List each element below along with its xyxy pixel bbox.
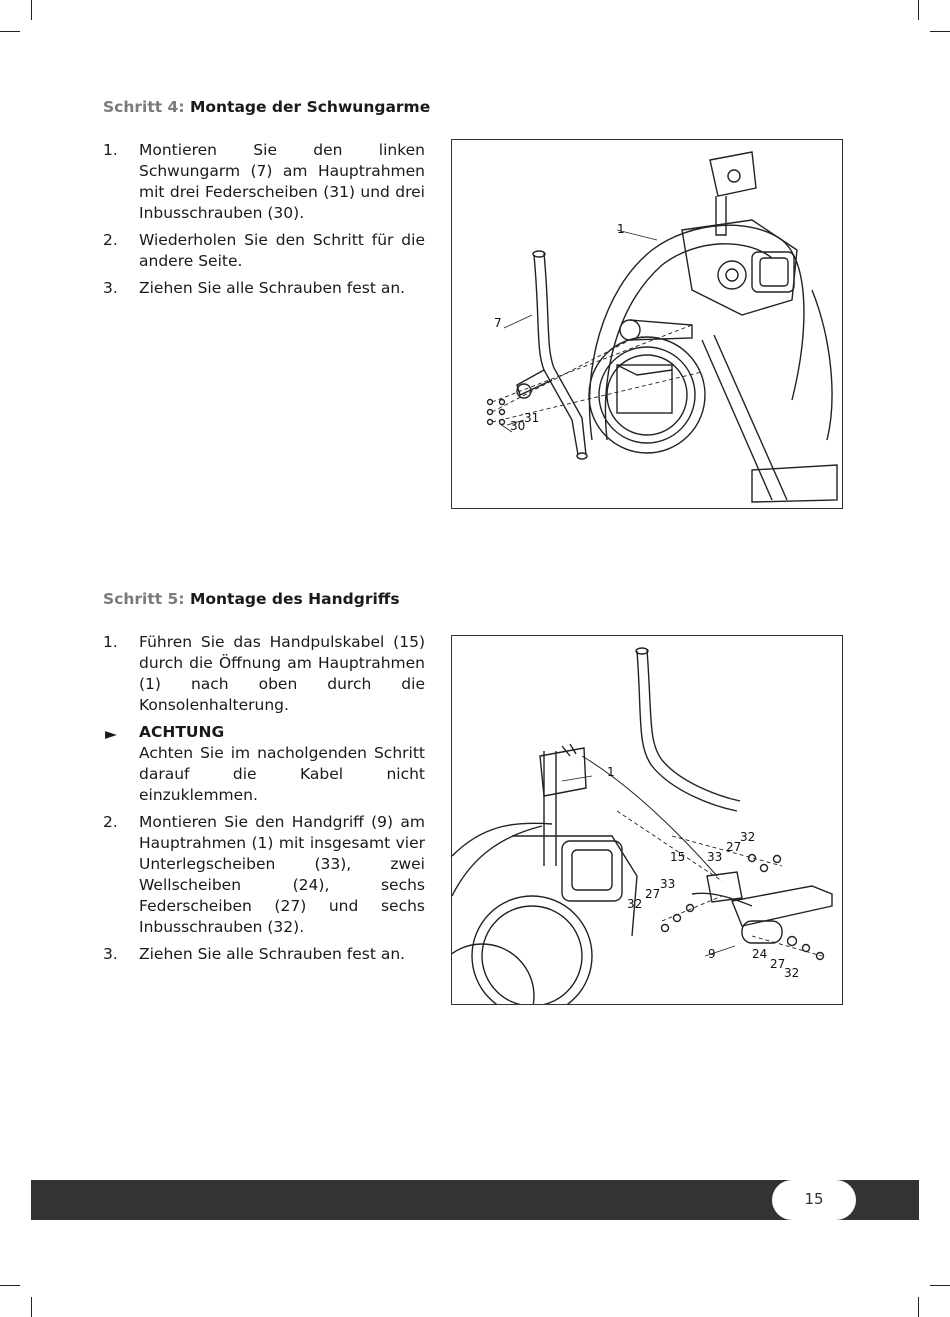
callout-label: 27 bbox=[770, 957, 786, 971]
crop-mark bbox=[0, 31, 20, 32]
callout-label: 9 bbox=[708, 947, 716, 961]
callout-label: 7 bbox=[494, 316, 502, 330]
crop-mark bbox=[918, 1297, 919, 1317]
item-number: 1. bbox=[103, 633, 118, 651]
callout-label: 27 bbox=[645, 887, 661, 901]
list-item bbox=[103, 632, 425, 716]
warning-text: Achten Sie im nacholgenden Schritt darauf die Kabel nicht einzuklemmen. bbox=[139, 744, 425, 804]
step4-title: Montage der Schwungarme bbox=[189, 98, 431, 116]
step4-instructions bbox=[103, 140, 425, 305]
callout-label: 30 bbox=[510, 419, 526, 433]
step5-figure bbox=[451, 635, 843, 1005]
callout-label: 24 bbox=[752, 947, 768, 961]
callout-label: 1 bbox=[617, 222, 625, 236]
item-number: 3. bbox=[103, 279, 118, 297]
step4-figure bbox=[451, 139, 843, 509]
warning-note bbox=[103, 722, 425, 806]
arrow-icon: ► bbox=[105, 725, 117, 743]
step5-title: Montage des Handgriffs bbox=[189, 590, 400, 608]
handlebar-assembly-drawing bbox=[452, 636, 842, 1004]
item-text: Wiederholen Sie den Schritt für die andere Seite. bbox=[139, 231, 425, 270]
callout-label: 31 bbox=[524, 411, 540, 425]
callout-label: 32 bbox=[784, 966, 800, 980]
callout-label: 32 bbox=[627, 897, 643, 911]
item-number: 2. bbox=[103, 813, 118, 831]
item-text: Ziehen Sie alle Schrauben fest an. bbox=[139, 279, 406, 297]
callout-label: 33 bbox=[707, 850, 723, 864]
flywheel-arm-assembly-drawing bbox=[452, 140, 842, 508]
list-item bbox=[103, 278, 425, 299]
item-text: Montieren Sie den Handgriff (9) am Hauptrahmen (1) mit insgesamt vier Unterlegscheiben (33), zwei Wellscheiben (24), sechs Federscheiben (27) und sechs Inbusschrauben (32). bbox=[139, 813, 425, 936]
item-number: 3. bbox=[103, 945, 118, 963]
callout-label: 27 bbox=[726, 840, 742, 854]
crop-mark bbox=[930, 1285, 950, 1286]
item-text: Führen Sie das Handpulskabel (15) durch die Öffnung am Hauptrahmen (1) nach oben durch die Konsolenhalterung. bbox=[139, 633, 425, 714]
page-number: 15 bbox=[804, 1190, 824, 1208]
item-text: Ziehen Sie alle Schrauben fest an. bbox=[139, 945, 406, 963]
crop-mark bbox=[930, 31, 950, 32]
list-item bbox=[103, 140, 425, 224]
crop-mark bbox=[31, 1297, 32, 1317]
item-number: 1. bbox=[103, 141, 118, 159]
callout-label: 32 bbox=[740, 830, 756, 844]
step5-heading bbox=[103, 590, 400, 608]
crop-mark bbox=[0, 1285, 20, 1286]
step4-prefix: Schritt 4: bbox=[103, 98, 185, 116]
step5-instructions bbox=[103, 632, 425, 971]
crop-mark bbox=[31, 0, 32, 20]
item-number: 2. bbox=[103, 231, 118, 249]
callout-label: 33 bbox=[660, 877, 676, 891]
callout-label: 15 bbox=[670, 850, 686, 864]
list-item bbox=[103, 944, 425, 965]
callout-label: 1 bbox=[607, 765, 615, 779]
list-item bbox=[103, 230, 425, 272]
step5-prefix: Schritt 5: bbox=[103, 590, 185, 608]
item-text: Montieren Sie den linken Schwungarm (7) am Hauptrahmen mit drei Federscheiben (31) und drei Inbusschrauben (30). bbox=[139, 141, 425, 222]
warning-title: ACHTUNG bbox=[139, 723, 225, 741]
step4-heading bbox=[103, 98, 430, 116]
crop-mark bbox=[918, 0, 919, 20]
list-item bbox=[103, 812, 425, 938]
